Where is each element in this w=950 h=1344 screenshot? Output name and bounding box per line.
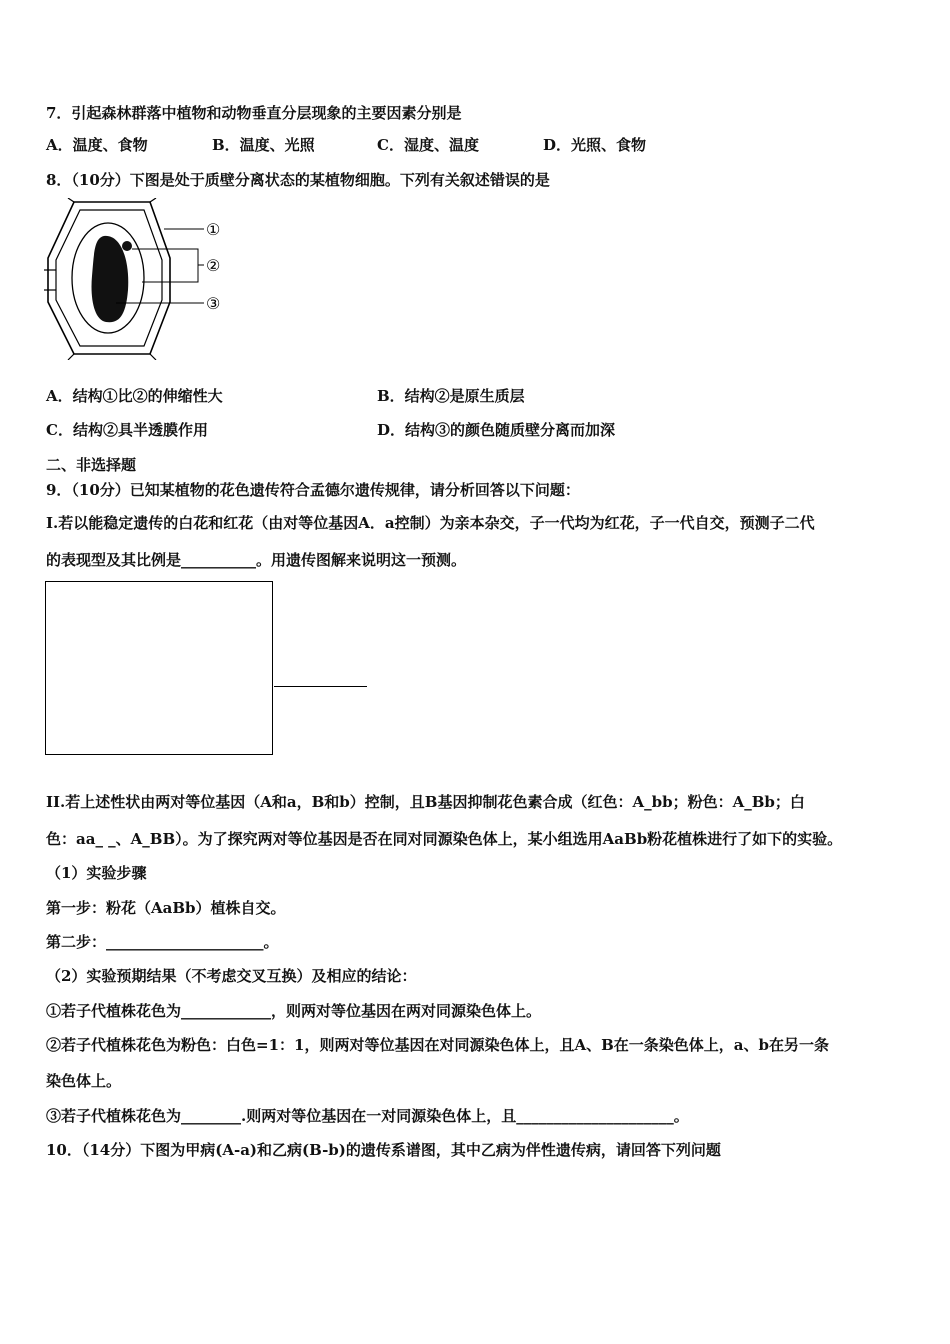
q8-option-b: B．结构②是原生质层 xyxy=(377,387,525,405)
label-2: ② xyxy=(206,256,221,275)
q8-option-c: C．结构②具半透膜作用 xyxy=(46,421,208,439)
q9-step1: 第一步：粉花（AaBb）植株自交。 xyxy=(46,899,286,917)
section-heading: 二、非选择题 xyxy=(46,456,137,474)
q9-result-heading: （2）实验预期结果（不考虑交叉互换）及相应的结论： xyxy=(46,967,417,985)
q7-option-d: D．光照、食物 xyxy=(543,136,647,154)
genetic-diagram-answer-box xyxy=(45,581,273,755)
q7-option-c: C．湿度、温度 xyxy=(377,136,479,154)
q9-part1-line2: 的表现型及其比例是__________。用遗传图解来说明这一预测。 xyxy=(46,551,467,569)
q8-stem: 8．（10分）下图是处于质壁分离状态的某植物细胞。下列有关叙述错误的是 xyxy=(46,171,550,189)
q9-result1: ①若子代植株花色为____________，则两对等位基因在两对同源染色体上。 xyxy=(46,1002,542,1020)
label-3: ③ xyxy=(206,294,221,313)
q9-step-heading: （1）实验步骤 xyxy=(46,864,147,882)
q9-stem: 9．（10分）已知某植物的花色遗传符合孟德尔遗传规律，请分析回答以下问题： xyxy=(46,481,580,499)
q9-part2-line1: II.若上述性状由两对等位基因（A和a，B和b）控制，且B基因抑制花色素合成（红色：A_bb；粉色：A_Bb；白 xyxy=(46,793,805,811)
q9-step2: 第二步：_____________________。 xyxy=(46,933,279,951)
q9-part2-line2: 色：aa_ _、A_BB）。为了探究两对等位基因是否在同对同源染色体上，某小组选用AaBb粉花植株进行了如下的实验。 xyxy=(46,830,843,848)
answer-underline xyxy=(274,686,367,687)
q7-option-a: A．温度、食物 xyxy=(46,136,148,154)
q9-part1-line1: I.若以能稳定遗传的白花和红花（由对等位基因A．a控制）为亲本杂交，子一代均为红花，子一代自交，预测子二代 xyxy=(46,514,815,532)
q9-result2-line2: 染色体上。 xyxy=(46,1072,122,1090)
plant-cell-figure xyxy=(44,198,234,360)
q10-stem: 10．（14分）下图为甲病(A-a)和乙病(B-b)的遗传系谱图，其中乙病为伴性遗传病，请回答下列问题 xyxy=(46,1141,721,1159)
q7-stem: 7．引起森林群落中植物和动物垂直分层现象的主要因素分别是 xyxy=(46,104,462,122)
label-1: ① xyxy=(206,220,221,239)
q7-option-b: B．温度、光照 xyxy=(212,136,315,154)
q8-option-a: A．结构①比②的伸缩性大 xyxy=(46,387,223,405)
q9-result3: ③若子代植株花色为________.则两对等位基因在一对同源染色体上，且_____________________。 xyxy=(46,1107,689,1125)
vacuole xyxy=(92,236,129,322)
q8-option-d: D．结构③的颜色随质壁分离而加深 xyxy=(377,421,616,439)
q9-result2-line1: ②若子代植株花色为粉色：白色=1：1，则两对等位基因在对同源染色体上，且A、B在一条染色体上，a、b在另一条 xyxy=(46,1036,829,1054)
nucleus xyxy=(122,241,132,251)
